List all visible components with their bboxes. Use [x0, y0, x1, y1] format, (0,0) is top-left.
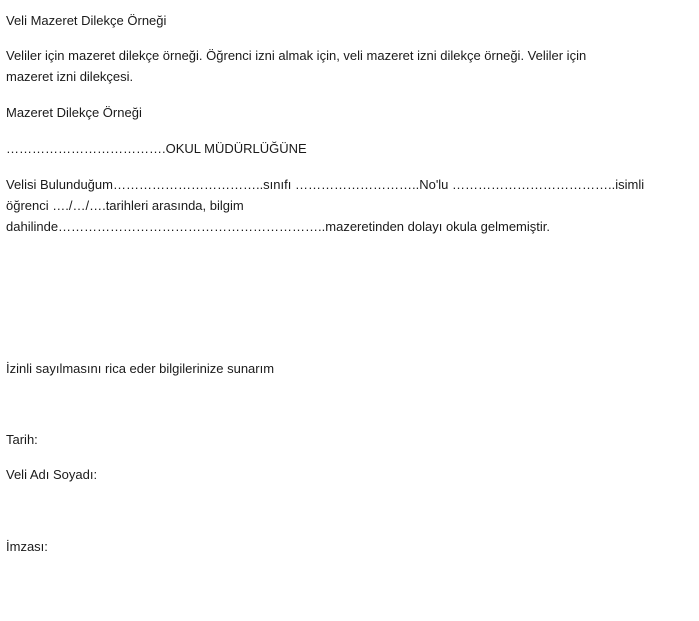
intro-line-2: mazeret izni dilekçesi. — [6, 69, 134, 84]
body-line-2: öğrenci …./…/….tarihleri arasında, bilgim — [6, 198, 244, 213]
date-label: Tarih: — [6, 432, 38, 447]
parent-name-label: Veli Adı Soyadı: — [6, 467, 98, 482]
request-line: İzinli sayılmasını rica eder bilgilerinize sunarım — [6, 361, 275, 376]
body-line-3: dahilinde……………………………………………………..mazeretinden dolayı okula gelmemiştir. — [6, 219, 550, 234]
body-line-1: Velisi Bulunduğum……………………………..sınıfı ………………………..No'lu ………………………………..isimli — [6, 177, 645, 192]
signature-label: İmzası: — [6, 539, 48, 554]
addressee-line: ……………………………….OKUL MÜDÜRLÜĞÜNE — [6, 141, 307, 156]
intro-line-1: Veliler için mazeret dilekçe örneği. Öğrenci izni almak için, veli mazeret izni dilekçe örneği. Veliler için — [6, 48, 587, 63]
section-heading: Mazeret Dilekçe Örneği — [6, 105, 142, 120]
document-title: Veli Mazeret Dilekçe Örneği — [6, 13, 167, 28]
